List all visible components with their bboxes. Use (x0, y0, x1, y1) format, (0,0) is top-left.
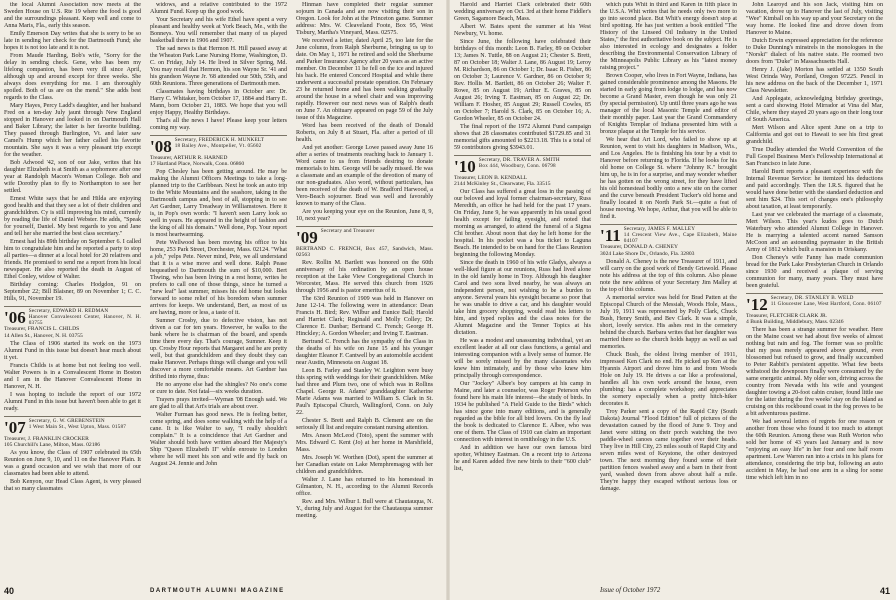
note-paragraph: Pete Wellwood has been moving his office to his home, 253 Park Street, Dorchester, Mass. 02124. "What a job," yelps Pete. Never mind, Pete, we all understand that it is a wise move and well done. Ralph Pease bequeathed to Dartmouth the sum of $10,000. Bert Thwing, who has been living in a rest home, writes he prefers to call one of those things, since he turned a "new leaf" last summer, misses his old home but looks forward to some relief of his boredom when summer arrives for keeps. We understand, Bert, as most of us are having, more or less, a taste of it. (150, 240, 287, 317)
class-secretary-address: 1 West Main St., West Upton, Mass. 01587 (28, 423, 127, 430)
note-paragraph: Brown Cooper, who lives in Fort Wayne, Indiana, has gained considerable prominence among the Masons. He started in early going from lodge to lodge, and has now become a Grand Master, even though he was only 21 (by special permission). Up until three years ago he was manager of the local Masonic Temple and editor of their monthly paper. Last year the Grand Commandery of Knights Templar of Indiana presented him with a bronze plaque at the Temple for his service. (600, 73, 737, 135)
left-column-2 (150, 2, 287, 578)
note-paragraph: I was hoping to include the report of our 1972 Alumni Fund in this issue but haven't been able to get it ready. (4, 391, 141, 412)
class-secretary-address: 11 Gloucester Lane, West Hartford, Conn. 06107 (770, 300, 882, 307)
class-treasurer-address: 4 Bunk Building, Middlebury, Mass. 02346 (746, 319, 844, 326)
note-paragraph: Pop Chesley has been getting around. He may be making the Alumni Officers Meetings to take a long-planned trip to the Caribbean. Next he took an auto trip to the White Mountains and the seashore, taking in the Dartmouth campus and, best of all, stopping in to see Art Gardner, Larry Treadway in Williamstown. Here it is, in Pop's own words: "I haven't seen Larry look so well in years. He appeared in the height of fashion and the king of all his domain." Well done, Pop. Your report is most heartwarming. (150, 169, 287, 239)
note-paragraph: Walter Furman has good news. He is feeling better, come spring, and does some walking with the help of a cane. It is like Walter to say, "I really shouldn't complain." It is a coincidence that Art Gardner and Walter should both have written aboard Her Majesty's Ship "Queen Elizabeth II" while enroute to London where he will meet his son and wife and fly back on August 24. Jennie and John (150, 412, 287, 468)
note-paragraph: Leon B. Farley and Stanley W. Leighton were busy this spring with weddings for their grandchildren. Mike had three and Plum two, one of which was in Rollins Chapel. George R. Adams' granddaughter Katherine Marie Adams was married to William S. Clark in St. Paul's Episcopal Church, Wallingford, Conn. on July 22. (296, 368, 433, 417)
note-paragraph: We hear that Art Lord, who failed to show up at Reunion, went to visit his daughters in Madison, Wis., and Los Angeles. He is finishing his tour by a visit to Hanover before returning to Florida. If he looks for his old home on College St. where "Johnny K." brought him up, he is in for a surprise, and may wonder whether he has gotten on the wrong street, for they have lifted his old homestead bodily onto a new site on the corner and the curve beneath President Tucker's old home and finally located it on North Park St.—quite a feat of house moving. We hope, Arthur, that you will be able to find it. (600, 137, 737, 220)
note-paragraph: Rev. and Mrs. Wilbur I. Bull were at Chautauqua, N. Y., during July and August for the Chautauqua summer meeting. (296, 499, 433, 520)
note-paragraph: Chuck Bush, the oldest living member of 1911, impressed Ken Clark no end. He picked up Ken at the Hyannis Airport and drove him to and from Woods Hole on July 19. He drives a car like a professional, handles all his own work around the house, even plumbing: has a complete workshop; and appreciates the scenery especially when a pretty hitch-hiker decorates it. (600, 351, 737, 407)
note-paragraph: We received a letter, dated April 25, too late for the June column, from Ralph Sherburne, bringing us up to date. On May 1, 1971 he retired and sold the Sherburne and Parker Insurance Agency after 20 years as an active member. On December 11 he fell on the ice and injured his back. He entered Concord Hospital and while there underwent a successful prostate operation. On February 23 he returned home and has been walking gradually around the house in a wheel chair and was improving rapidly. However our next news was of Ralph's death on June 7. An obituary appeared on page 59 of the July issue of this Magazine. (296, 38, 433, 121)
note-paragraph: widows, and a relative contributed to the 1972 Alumni Fund. Keep up the good work. (150, 2, 287, 15)
class-secretary-address: Box 444, Woodbury, Conn. 06798 (478, 162, 556, 169)
note-paragraph: True Dudley attended the World Convention of the Full Gospel Business Men's Fellowship International at San Francisco in late June. (746, 147, 883, 167)
class-year: '08 (150, 137, 172, 156)
note-paragraph: Sumner Crosby, due to defective vision, has not driven a car for ten years. However, he walks to the bank where he is chairman of the board, and spends time there every day. That's courage, Sumner. Keep it up. Crosby Hour reports that Margaret and he are pretty well, but that grandchildren and they doubt they can make Hanover. Perhaps things will change and you will discover a more comfortable means. Art Gardner has drifted into rhyme, thus: (150, 318, 287, 381)
note-paragraph: He was a modest and unassuming individual, yet an excellent leader at all our class functions, a genial and interesting companion with a lively sense of humor. He will be sorely missed by the many classmates who knew him intimately, and by those who knew him principally through correspondence. (454, 338, 591, 380)
right-column-2 (600, 2, 737, 578)
note-paragraph: Ernest had his 89th birthday on September 6. I called him to congratulate him and he reported a party to stop all parties—a dinner at a local hotel for 20 relatives and friends. He promised to send me a report from his local newspaper. He also reported the death in August of Ethel Conley, widow of Walter. (4, 239, 141, 280)
note-paragraph: Henry J. (Jake) Morton has settled at 1350 South West Orinda Way, Portland, Oregon 97225. Pencil in his new address on the back of the December 1, 1971 Class Newsletter. (746, 67, 883, 94)
class-year: '11 (600, 226, 621, 245)
note-paragraph: Hinman have completed their regular summer sojourn in Canada and are now visiting their son in Oregon. Look for John at the Princeton game. Summer address: Mrs. W. Cleaveland Foote, Box 95, West Tisbury, Martha's Vineyard, Mass. 02575. (296, 2, 433, 36)
class-year: '10 (454, 157, 476, 176)
class-1910-header (454, 155, 591, 187)
note-paragraph: Bob Adwood '42, son of our Jake, writes that his daughter Elizabeth is at Smith as a sophomore after one year at Randolph Macon's Woman College. Bob and wife Dorothy plan to fly to Northampton to see her settled. (4, 160, 141, 194)
note-paragraph: Our "Jockey" Albee's boy campers at his camp in Maine, and later a counselor, was Roger Peterson who found here his main life interest—the study of birds. In 1934 he published "A Field Guide to the Birds" which has since gone into many editions, and is generally regarded as the bible for all bird lovers. On the fly leaf the book is dedicated to Clarence E. Albee, who was one of them. The Class of 1910 can claim an important connection with interest in ornithology in the U.S. (454, 381, 591, 444)
note-paragraph: The Class of 1906 started its work on the 1973 Alumni Fund in this issue but doesn't hear much about it yet. (4, 340, 141, 361)
class-treasurer: Treasurer, FLETCHER CLARK JR. (746, 313, 828, 319)
note-paragraph: Troy Parker sent a copy of the Rapid City (South Dakota) Journal "Flood Edition" full of pictures of the devastation caused by the flood of June 9. Troy and Janet were sitting on their porch watching the two paddle-wheel canoes came together over their heads. They live in Hill City, 23 miles south of Rapid City and seven miles west of Keystone, the other destroyed town. The next morning they found some of their partition fences washed away and a barn in their front yard, washed down from above about half a mile. They're happy they escaped without serious loss or damage. (600, 408, 737, 492)
note-paragraph: Ernest White says that he and Hilda are enjoying good health and that they see a lot of their children and grandchildren. Cy is still improving his mind, currently by reading the life of Daniel Webster. He adds, "Speak for yourself, Daniel. My best regards to you and Jane and tell her she married the best class secretary." (4, 196, 141, 237)
magazine-title: DARTMOUTH ALUMNI MAGAZINE (150, 588, 285, 594)
note-paragraph: Bob Kenyon, our Head Class Agent, is very pleased that so many classmates (4, 479, 141, 493)
note-paragraph: Walter J. Lane has returned to his homestead in Gilmanton, N. H., according to the Alumni Records office. (296, 477, 433, 498)
class-secretary-address: 14 Crescent View Ave., Cape Elizabeth, Maine 04107 (623, 231, 737, 244)
class-year: '09 (296, 228, 318, 247)
note-paragraph: There has been a strange summer for weather. Here on the Maine coast we had about five weeks of almost nothing but rain and fog. The former was so prolific that my peas merely appeared above ground, even blossomed but refused to grow, and finally succumbed to Peter Rabbit's persistent appetite. What few beets withstood the downpours finally were consumed by the same energetic animal. My older son, driving across the country from Nevada with his wife and youngest daughter towing a 20-foot cabin cruiser, found little use for the latter during the five weeks' stay on the Island as cruising on this rockbound coast in the fog proves to be a bit adventurous pastime. (746, 327, 883, 418)
class-treasurer-address: 3024 Lake Shore Dr., Orlando, Fla. 32803 (600, 250, 695, 257)
class-1907-header (4, 416, 141, 448)
class-secretary-address: BERTRAND C. FRENCH, Box 457, Sandwich, Mass. 02563 (296, 246, 433, 259)
note-paragraph: Harold and Harriet Clark celebrated their 60th wedding anniversary on Oct. 3rd at their home Fiddler's Green, Sagamore Beach, Mass. (454, 2, 591, 22)
note-paragraph: The 63rd Reunion of 1909 was held in Hanover on June 12-14. The following were in attendance: Dean Francis H. Bird; Rev. Wilbur and Eunice Ball; Harold and Harriet Clark; Reginald and Molly Colley; Dr. Clarence E. Dunbar; Bertrand C. French; George H. Hinckley; A. Gordon Wheeler; and Irving T. Eastman. (296, 296, 433, 338)
note-paragraph: Trayers prays invited—Wyman '08 Enough said. We are glad to all that Art's trials are about over. (150, 397, 287, 411)
note-paragraph: He no anyone else had the shingles? No one's come or cure to date. Not fatal—six weeks duration. (150, 382, 287, 396)
note-paragraph: the local Alumni Association now meets at the Sweden House on U.S. Rte 19 where the food is good and the surroundings pleasant. Keep well and come to Anna Maris, Fla., early this season. (4, 2, 141, 29)
right-page (448, 0, 896, 600)
class-1911-header (600, 224, 737, 257)
note-paragraph: Last year we celebrated the marriage of a classmate, Mert Wilson. This year's kudos goes to Dutch Waterbury who attended Alumni College in Hanover. He is marrying a talented accent named Samson McCoon and an astounding paymaster in the British Army of 1812 which built a mansion in Oriskany. (746, 212, 883, 253)
note-paragraph: The sad news is that Hermon H. Hill passed away at the Wheaton Park Lane Nursing Home, Washington, D. C. on Friday, July 14. He lived in Silver Spring, Md. You may recall that Hermon, his son Wayne Sr. '41 and his grandson Wayne Jr. '68 attended our 50th, 55th, and 60th Reunions. Three generations of Dartmouth men. (150, 46, 287, 87)
left-column-3 (296, 2, 433, 578)
right-column-1 (454, 2, 591, 578)
class-secretary: Secretary, G. W. GREBENSTEIN (28, 417, 105, 424)
note-paragraph: Don Cheney's wife Fanny has made communion bread for the Park Lake Presbyterian Church in Orlando since 1930 and received a plaque of serving communion for many, many years. They must have been grateful. (746, 255, 883, 289)
note-paragraph: From Maude Harding, Bob's wife, "Sorry for the delay in sending check. Gene, who has been my lifelong companion, has been very ill since April, although up and around except for three weeks. She always does everything for me. I am thoroughly spoiled. Both of us are on the mend." She adds best regards to the Class. (4, 53, 141, 101)
note-paragraph: And Applegate, acknowledging birthday greetings, sent a card showing Hotel Mirrador at Vina del Mar, Chile, where they stayed 20 years ago on their long tour of South America. (746, 96, 883, 123)
note-paragraph: Since June, the following have celebrated their birthdays of this month: Leon B. Farley, 89 on October 13; James N. Tuttle, 88 on August 21; Chester S. Brett, 87 on October 18; Walter J. Lane, 86 August 19; Leroy M. Richardson, 86 on October 1; Dr. Isaac R. Fisher, 86 on October 3; Laurence V. Gardner, 86 on October 9; Rev. Hollis M. Bartlett, 86 on October 26; Walter F. Rowe, 85 on August 19; Arthur E. Graves, 85 on August 26; Irving T. Eastman, 85 on August 22; Dr. William F. Hosher, 85 August 29; Russell Cowles, 85 on October 7; Harold S. Clark, 85 on October 16; A. Gordon Wheeler, 85 on October 24. (454, 39, 591, 122)
class-secretary: Secretary, EDWARD H. REDMAN (28, 308, 109, 314)
class-year: '12 (746, 295, 768, 314)
class-secretary: Secretary, FREDERICK H. MUNKELT (174, 137, 265, 143)
note-paragraph: As you know, the Class of 1907 celebrated its 65th Reunion on June 9, 10, and 11 on the Hanover Plain. It was a grand occasion and we wish that more of our classmates had been able to attend. (4, 450, 141, 478)
class-secretary: Secretary and Treasurer (320, 228, 375, 234)
class-1906-header (4, 306, 141, 339)
note-paragraph: Classmates having birthdays in October are: Dr. Harry C. Whitaker, born October 17, 1884 and Harry E. Mann, born October 21, 1883. We hope that you will enjoy Happy, Healthy Birthdays. (150, 89, 287, 116)
class-treasurer-address: 105 Churchill's Lane, Milton, Mass. 02186 (4, 442, 101, 448)
note-paragraph: Word has been received of the death of Donald Roberts, on July 8 at Stuart, Fla. after a period of ill health. (296, 123, 433, 143)
note-paragraph: Emily Emerson Day writes that she is sorry to be so late in sending her check for the Dartmouth Fund; she hopes it is not too late and it is not. (4, 31, 141, 51)
page-number: 41 (879, 586, 890, 596)
page-number: 40 (4, 586, 15, 596)
note-paragraph: Albert W. Bates spent the summer at his West Newbury, Vt. home. (454, 24, 591, 37)
note-paragraph: Mrs. Joseph W. Worthen (Dot), spent the summer at her Canadian estate on Lake Memphremagog with her children and grandchildren. (296, 455, 433, 476)
right-column-3 (746, 2, 883, 578)
class-secretary-address: 18 Bailey Ave., Montpelier, Vt. 05602 (174, 142, 262, 149)
note-paragraph: Mary Hayes, Percy Ladd's daughter, and her husband Fred on a ten-day July jaunt through New England stopped in Hanover and looked in on Dartmouth Hall and Baker Library; the latter is her favorite building. They passed through Burlington, Vt. and later saw Camel's Hump which her father called his favorite mountain. She says it was a very pleasant trip except for the weather. (4, 103, 141, 158)
note-paragraph: And in addition we have our own famous bird spotter, Whitney Eastman. On a recent trip to Arizona he and Karen added five new birds to their "600 club" list, (454, 445, 591, 473)
note-paragraph: Are you keeping your eye on the Reunion, June 8, 9, 10, next year? (296, 209, 433, 222)
note-paragraph: The final report of the 1972 Alumni Fund campaign shows that 28 classmates contributed $1729.85 and 31 memorial gifts amounted to $2213.18. This is a total of 59 contributors giving $3943.01. (454, 124, 591, 151)
right-page-footer (448, 585, 896, 597)
class-treasurer: Treasurer, FRANCIS L. CHILDS (4, 326, 80, 333)
note-paragraph: Chester S. Brett and Ralph B. Clement are on the seriously ill list and require constant nursing attention. (296, 418, 433, 432)
class-treasurer-address: 17 Hartland Place, Norwalk, Conn. 06860 (150, 161, 245, 168)
class-1909-header (296, 226, 433, 258)
class-treasurer-address: 14 Allen St., Hanover, N. H. 03755 (4, 332, 83, 339)
class-secretary-address: Hanover Convalescent Center, Hanover, N. H. 03755 (28, 313, 141, 326)
note-paragraph: Birthday coming: Charles Hodgdon, 91 on September 22; Bill Blaisner, 89 on November 1; C. C. Hills, 91, November 19. (4, 282, 141, 302)
note-paragraph: John Learoyd and his son Jack, visiting him on vacation, drove up to Hanover the last of July, visiting "Wee" Kimball on his way up and your Secretary on the way home. He looked fine and drove down from Hanover to Maine. (746, 2, 883, 36)
class-treasurer-address: 2144 McKinley St., Clearwater, Fla. 33515 (454, 181, 551, 188)
left-page-footer (0, 585, 448, 597)
class-year: '06 (4, 308, 26, 327)
note-paragraph: Francis Childs is at home but not feeling too well. Walter Powers is in a Convalescent Home in Boston and I am in the Hanover Convalescent Home in Hanover, N. H. (4, 362, 141, 390)
class-treasurer: Treasurer, J. FRANKLIN CROCKER (4, 435, 89, 442)
note-paragraph: Donald A. Cheney is the new Treasurer of 1911, and will carry on the good work of Bendy Griswold. Please note his address at the top of this column. Also please note the new address of your Secretary Jim Malley at the top of this column. (600, 258, 737, 293)
note-paragraph: which puts Whit in third and Karen in fifth place in the U.S.A. Whit writes that he needs only two more to go into second place. But Whit's energy doesn't stop at bird spotting. He has just written a book entitled "The History of the Linseed Oil Industry in the United States," the first authoritative book on the subject. He is also interested in ecology and designates a folder describing the Environmental Conservation Library of the Minneapolis Public Library as his "latest money raising project." (600, 2, 737, 71)
note-paragraph: Bertrand C. French has the sympathy of the Class in the deaths of his wife on June 15 and his younger daughter Eleanor F. Cantwell by an automobile accident near Austin, Minnesota on August 18. (296, 339, 433, 367)
note-paragraph: Mrs. Anson McLeod (Toto), spent the summer with Mrs. Edward C. Kent (Jo) at her home in Marshfield, Mass. (296, 433, 433, 454)
class-treasurer: Treasurer, LEON B. KENDALL (454, 175, 528, 181)
note-paragraph: That's all the news I have! Please keep your letters coming my way. (150, 118, 287, 131)
class-1912-header (746, 293, 883, 325)
class-treasurer: Treasurer, ARTHUR R. HARNED (150, 155, 228, 161)
issue-date: Issue of October 1972 (600, 587, 661, 594)
class-1905-notes (4, 2, 141, 303)
note-paragraph: And yet another: George Lowe passed away June 16 after a series of treatments reaching back to January 1. Word came to us from friends desiring to donate memorials to him. George will be sadly missed. He was a classmate and an example of the devotion of many of our non-graduates. Also word, without particulars, has been received of the death of W. Bradford Harwood, a Vero-Beach sojourner. Brad was well and favorably known to many of the Class. (296, 145, 433, 207)
note-paragraph: Our Class has suffered a great loss in the passing of our beloved and loyal former chairman-secretary, Russ Meredith, an office he had held for the past 17 years. On Friday, June 9, he was apparently in his usual good health except for failing eyesight, and noted that morning as arranged, to attend the funeral of a Sigma Chi brother. About noon that day he left home for the hospital. In his pocket was a bus ticket to Laguna Beach. He intended to be on hand for the Class Reunion beginning the following Monday. (454, 189, 591, 259)
class-secretary: Secretary, DR. TRAVER A. SMITH (478, 157, 560, 163)
class-secretary: Secretary, DR. STANLEY B. WELD (770, 295, 854, 301)
class-treasurer: Treasurer, DONALD A. CHENEY (600, 244, 679, 251)
class-year: '07 (4, 417, 26, 437)
note-paragraph: Your Secretary and his wife Ethel have spent a very pleasant and healthy week at York Beach, Me., with the Bonneys. You will remember that many of us played basketball there in 1906 and 1907. (150, 17, 287, 44)
note-paragraph: Harold Burtt reports a pleasant experience with the Internal Revenue Service: he itemized his deductions and paid accordingly. Then the I.R.S. figured that he would have done better with the standard deduction and sent him $24. This sort of changes one's philosophy about taxation, at least temporarily. (746, 169, 883, 210)
note-paragraph: We had several letters of regrets for one reason or another from those who found it too much to attempt the 60th Reunion. Among these was Ruth Worton who sold her home of 43 years last January and is now "enjoying an easy life" in her four and one half room apartment. Lew Warren ran into a crisis in his plans for attendance, considering the trip but, following an auto accident in May, he had one arm in a sling for some time which left him in no (746, 419, 883, 482)
note-paragraph: Since the death in 1960 of his wife Gladys, always a well-liked figure at our reunions, Russ had lived alone in the old family home in Troy. Although his daughter Carol and two sons lived nearby, he was always an independent person, not wishing to be a burden to anyone. Several years his eyesight became so poor that he was unable to drive a car, and his daughter would take him grocery shopping, would read his letters to him, and typed replies and the class notes for the Alumni Magazine and the Tenner Topics at his dictation. (454, 260, 591, 337)
class-secretary: Secretary, JAMES F. MALLEY (623, 226, 696, 232)
note-paragraph: Dutch Erwin expressed appreciation for the reference to Duke Dunning's minstrels in the monologues in the "Norski" dialect of his native state. He roomed two doors from "Duke" in Massachusetts Hall. (746, 38, 883, 65)
class-1908-header (150, 135, 287, 167)
note-paragraph: Mert Wilson and Alice spent June on a trip to California and got out to Hawaii to see his first great grandchild. (746, 125, 883, 145)
note-paragraph: A memorial service was held for Brad Patten at the Episcopal Church of the Messiah, Woods Hole, Mass., July 19, 1911 was represented by Polly Clark, Chuck Bush, Henry Smith, and Bev Clark. It was a simple, short, lovely service. His ashes rest in the cemetery behind the church. Barbara writes that her daughter was married there so the church holds happy as well as sad memories. (600, 294, 737, 350)
left-column-1 (4, 2, 141, 578)
note-paragraph: Rev. Rollin M. Bartlett was honored on the 60th anniversary of his ordination by an open house reception at the Lake View Congregational Church in Worcester, Mass. He served this church from 1926 through 1956 and is pastor emeritus of it. (296, 260, 433, 295)
